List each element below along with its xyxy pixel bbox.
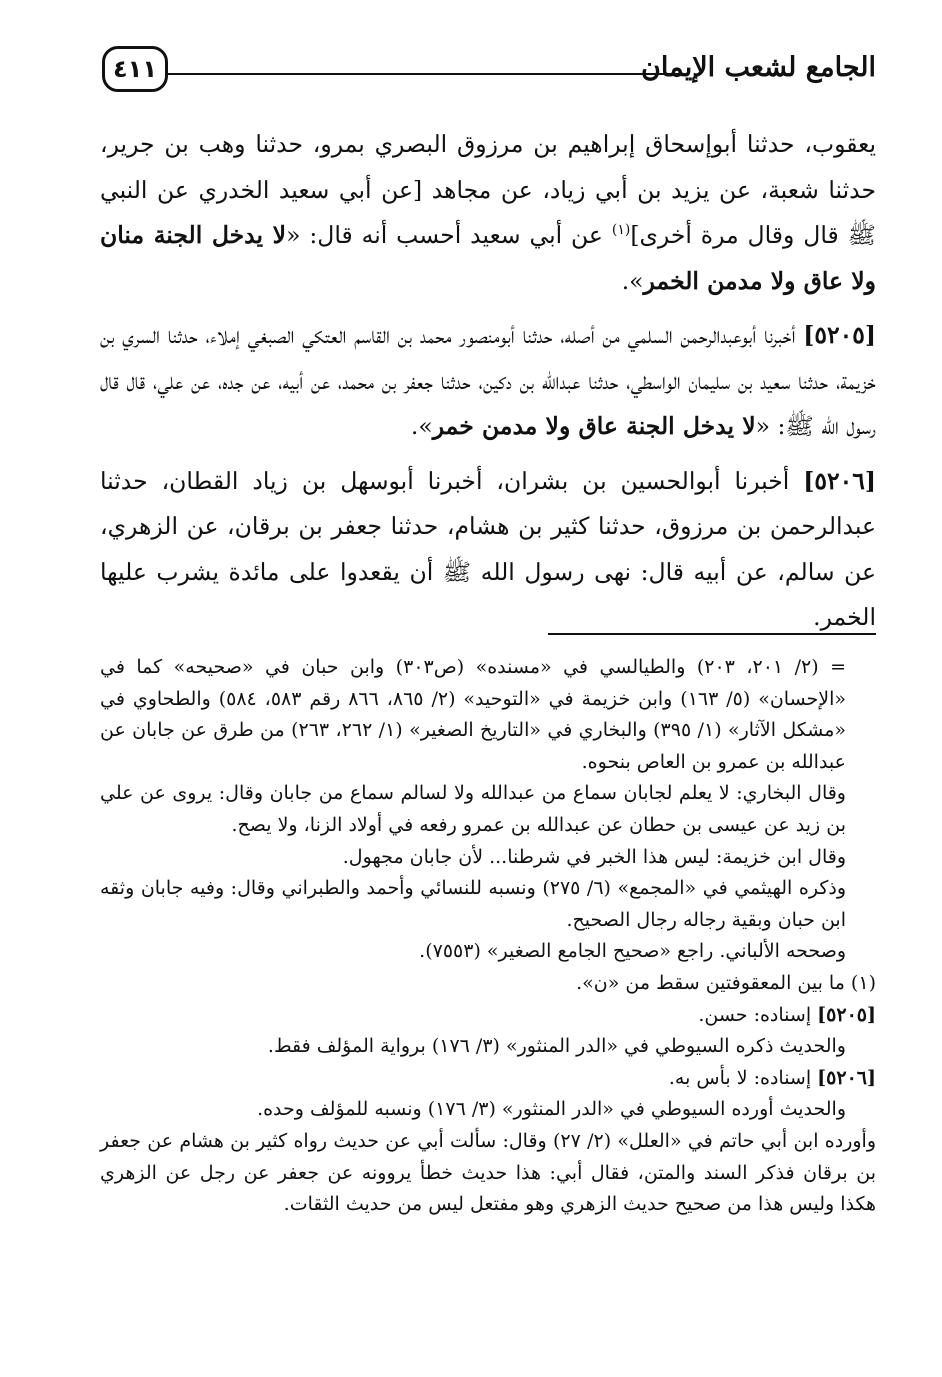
footnote-reference: (١)	[611, 222, 631, 239]
header-rule	[168, 73, 680, 75]
hadith-number: [٥٢٠٦]	[803, 466, 876, 495]
page-number: ٤١١	[102, 46, 168, 92]
footnote-divider	[548, 633, 876, 635]
isnad-text: يعقوب، حدثنا أبوإسحاق إبراهيم بن مرزوق البصري بمرو، حدثنا وهب بن جرير، حدثنا شعبة، عن يزيد بن أبي زياد، عن مجاهد [عن أبي سعيد الخدري عن النبي ﷺ قال وقال مرة أخرى]	[100, 130, 876, 249]
hadith-paragraph-5205	[100, 313, 876, 450]
footnote-continuation: وصححه الألباني. راجع «صحيح الجامع الصغير» (٧٥٥٣).	[419, 940, 846, 963]
hadith-matn: لا يدخل الجنة عاق ولا مدمن خمر	[432, 412, 756, 440]
note-5205-detail: والحديث ذكره السيوطي في «الدر المنثور» (٣/ ١٧٦) برواية المؤلف فقط.	[267, 1035, 846, 1058]
note-5206-detail: والحديث أورده السيوطي في «الدر المنثور» (٣/ ١٧٦) ونسبه للمؤلف وحده.	[257, 1098, 846, 1121]
isnad-text: عن أبي سعيد أحسب أنه قال: «	[286, 221, 612, 249]
footnote-continuation: = (٢/ ٢٠١، ٢٠٣) والطيالسي في «مسنده» (ص٣٠٣) وابن حبان في «صحيحه» كما في «الإحسان» (٥/ ١٦٣) وابن خزيمة في «التوحيد» (٢/ ٨٦٥، ٨٦٦ رقم ٥٨٣، ٥٨٤) والطحاوي في «مشكل الآثار» (١/ ٣٩٥) والبخاري في «التاريخ الصغير» (١/ ٢٦٢، ٢٦٣) من طرق عن جابان عن عبدالله بن عمرو بن العاص بنحوه.	[100, 656, 847, 773]
note-5206-detail: وأورده ابن أبي حاتم في «العلل» (٢/ ٢٧) وقال: سألت أبي عن حديث رواه كثير بن هشام عن جعفر بن برقان فذكر السند والمتن، فقال أبي: هذا حديث خطأ يروونه عن جعفر عن رجل عن الزهري هكذا وليس هذا من صحيح حديث الزهري وهو مفتعل ليس من حديث الثقات.	[100, 1129, 876, 1216]
running-title: الجامع لشعب الإيمان	[641, 52, 876, 83]
hadith-number: [٥٢٠٥]	[803, 321, 876, 349]
note-label: [٥٢٠٥]	[817, 1003, 876, 1026]
footnote-continuation: وذكره الهيثمي في «المجمع» (٦/ ٢٧٥) ونسبه للنسائي وأحمد والطبراني وقال: وفيه جابان وثقه ابن حبان وبقية رجاله رجال الصحيح.	[100, 877, 846, 931]
closing-quote: ».	[410, 412, 433, 440]
note-text: إسناده: لا بأس به.	[668, 1066, 818, 1089]
isnad-text: أخبرنا أبوعبدالرحمن السلمي من أصله، حدثنا أبومنصور محمد بن القاسم العتكي الصبغي إملاء، حدثنا السري بن خزيمة، حدثنا سعيد بن سليمان الواسطي، حدثنا عبدالله بن دكين، حدثنا جعفر بن محمد، عن أبيه، عن جده، عن علي، قال قال رسول الله ﷺ: «	[100, 321, 876, 440]
isnad-text: أخبرنا أبوالحسين بن بشران، أخبرنا أبوسهل بن زياد القطان، حدثنا عبدالرحمن بن مرزوق، حدثنا كثير بن هشام، حدثنا جعفر بن برقان، عن الزهري، عن سالم، عن أبيه قال: نهى رسول الله ﷺ أن يقعدوا على مائدة يشرب عليها الخمر.	[100, 466, 876, 631]
hadith-matn: لا يدخل الجنة منان ولا عاق ولا مدمن الخمر	[100, 221, 876, 295]
footnote-continuation: وقال البخاري: لا يعلم لجابان سماع من عبدالله ولا لسالم سماع من جابان وقال: يروى عن علي بن زيد عن عيسى بن حطان عن عبدالله بن عمرو رفعه في أولاد الزنا، ولا يصح.	[100, 782, 846, 836]
hadith-paragraph	[100, 122, 876, 304]
note-text: إسناده: حسن.	[698, 1003, 818, 1026]
note-5206	[100, 1063, 876, 1095]
closing-quote: ».	[621, 266, 644, 295]
note-5205	[100, 1000, 876, 1032]
hadith-paragraph-5206	[100, 459, 876, 641]
note-label: [٥٢٠٦]	[817, 1066, 876, 1089]
page-header	[100, 46, 876, 98]
footnotes	[100, 652, 876, 1221]
footnote-continuation: وقال ابن خزيمة: ليس هذا الخبر في شرطنا... لأن جابان مجهول.	[342, 845, 846, 868]
main-text	[100, 122, 876, 650]
footnote-1: (١) ما بين المعقوفتين سقط من «ن».	[576, 971, 876, 994]
